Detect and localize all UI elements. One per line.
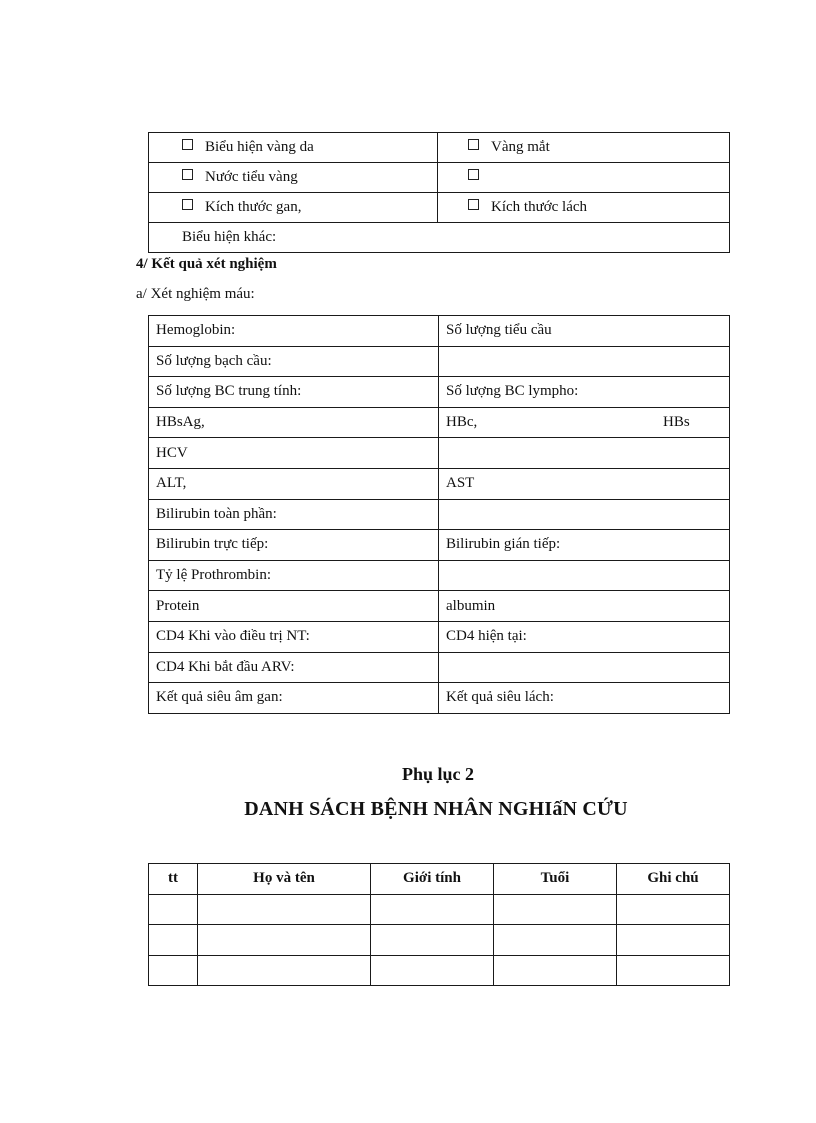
lab-field: Kết quả siêu âm gan:	[149, 683, 439, 714]
lab-field: Bilirubin toàn phần:	[149, 499, 439, 530]
lab-field: ALT,	[149, 468, 439, 499]
table-row	[149, 223, 730, 253]
table-cell[interactable]	[617, 894, 730, 925]
table-row	[149, 163, 730, 193]
section-heading: 4/ Kết quả xét nghiệm	[136, 256, 277, 272]
lab-field: Số lượng BC lympho:	[439, 377, 730, 408]
column-header-name: Họ và tên	[198, 864, 371, 895]
lab-field: Protein	[149, 591, 439, 622]
lab-field: CD4 hiện tại:	[439, 621, 730, 652]
patient-list-table	[148, 863, 730, 986]
column-header-notes: Ghi chú	[617, 864, 730, 895]
table-row	[149, 894, 730, 925]
checkbox-label: Vàng mắt	[491, 139, 550, 155]
symptom-cell	[149, 193, 438, 223]
checkbox-label: Kích thước lách	[491, 199, 588, 215]
table-row	[149, 683, 730, 714]
table-row	[149, 560, 730, 591]
blank-checkbox[interactable]	[468, 169, 479, 180]
appendix-label: Phụ lục 2	[401, 764, 475, 784]
table-cell[interactable]	[494, 955, 617, 986]
table-cell[interactable]	[149, 894, 198, 925]
hbs-label: HBs	[663, 414, 690, 431]
column-header-age: Tuổi	[494, 864, 617, 895]
lab-field	[439, 438, 730, 469]
table-row	[149, 621, 730, 652]
symptom-cell	[438, 133, 730, 163]
lab-field: HBsAg,	[149, 407, 439, 438]
jaundice-skin-checkbox[interactable]	[182, 139, 193, 150]
table-row	[149, 652, 730, 683]
table-row	[149, 955, 730, 986]
table-cell[interactable]	[149, 955, 198, 986]
symptoms-table	[148, 132, 730, 253]
other-symptoms-label: Biểu hiện khác:	[182, 229, 277, 245]
lab-field: Bilirubin trực tiếp:	[149, 530, 439, 561]
lab-field: Kết quả siêu lách:	[439, 683, 730, 714]
subsection-heading: a/ Xét nghiệm máu:	[136, 286, 255, 302]
symptom-cell	[438, 163, 730, 193]
table-row	[149, 407, 730, 438]
table-cell[interactable]	[494, 894, 617, 925]
lab-field	[439, 346, 730, 377]
lab-field: CD4 Khi vào điều trị NT:	[149, 621, 439, 652]
table-row	[149, 530, 730, 561]
table-cell[interactable]	[371, 925, 494, 956]
lab-field: Hemoglobin:	[149, 316, 439, 347]
lab-results-table	[148, 315, 730, 714]
table-row	[149, 499, 730, 530]
lab-field: Tỷ lệ Prothrombin:	[149, 560, 439, 591]
symptom-cell	[438, 193, 730, 223]
lab-field	[439, 407, 730, 438]
appendix-title: DANH SÁCH BỆNH NHÂN NGHIấN CỨU	[244, 798, 628, 820]
column-header-tt: tt	[149, 864, 198, 895]
table-header-row	[149, 864, 730, 895]
checkbox-label: Nước tiểu vàng	[205, 169, 298, 185]
table-cell[interactable]	[494, 925, 617, 956]
table-row	[149, 346, 730, 377]
lab-field: Số lượng tiểu cầu	[439, 316, 730, 347]
table-row	[149, 925, 730, 956]
table-cell[interactable]	[371, 955, 494, 986]
table-cell[interactable]	[617, 955, 730, 986]
table-row	[149, 438, 730, 469]
dark-urine-checkbox[interactable]	[182, 169, 193, 180]
checkbox-label: Kích thước gan,	[205, 199, 302, 215]
table-cell[interactable]	[149, 925, 198, 956]
table-row	[149, 377, 730, 408]
jaundice-eye-checkbox[interactable]	[468, 139, 479, 150]
lab-field: Số lượng BC trung tính:	[149, 377, 439, 408]
checkbox-label: Biểu hiện vàng da	[205, 139, 314, 155]
liver-size-checkbox[interactable]	[182, 199, 193, 210]
lab-field	[439, 652, 730, 683]
table-cell[interactable]	[198, 955, 371, 986]
symptom-cell	[149, 163, 438, 193]
table-row	[149, 193, 730, 223]
table-row	[149, 468, 730, 499]
lab-field: AST	[439, 468, 730, 499]
symptom-cell	[149, 133, 438, 163]
table-cell[interactable]	[617, 925, 730, 956]
lab-field: HCV	[149, 438, 439, 469]
other-symptoms-cell[interactable]	[149, 223, 730, 253]
lab-field: CD4 Khi bắt đầu ARV:	[149, 652, 439, 683]
table-cell[interactable]	[198, 925, 371, 956]
lab-field	[439, 499, 730, 530]
table-row	[149, 133, 730, 163]
table-row	[149, 316, 730, 347]
lab-field: albumin	[439, 591, 730, 622]
lab-field: Số lượng bạch cầu:	[149, 346, 439, 377]
table-cell[interactable]	[198, 894, 371, 925]
lab-field	[439, 560, 730, 591]
hbc-label: HBc,	[446, 414, 478, 431]
table-cell[interactable]	[371, 894, 494, 925]
lab-field: Bilirubin gián tiếp:	[439, 530, 730, 561]
column-header-gender: Giới tính	[371, 864, 494, 895]
spleen-size-checkbox[interactable]	[468, 199, 479, 210]
table-row	[149, 591, 730, 622]
